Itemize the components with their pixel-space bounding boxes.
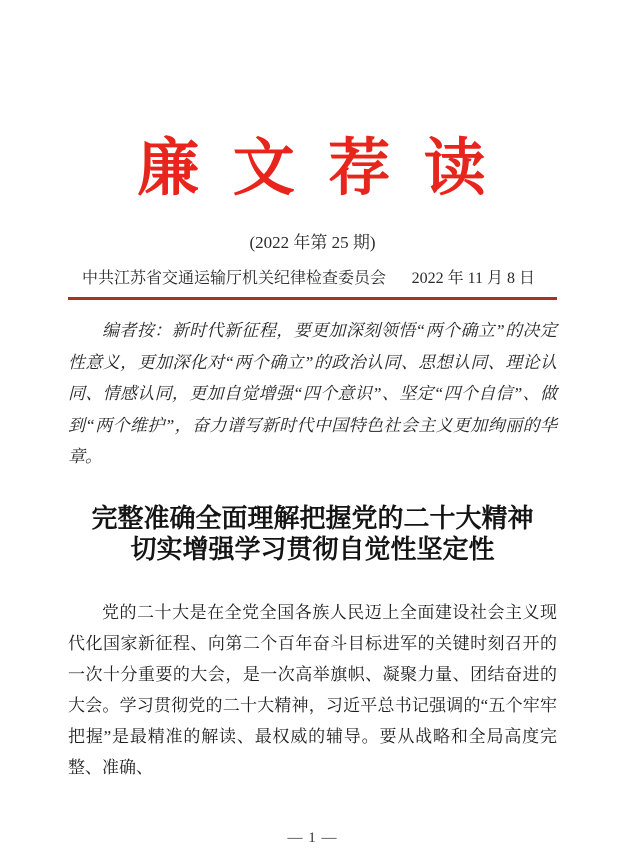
red-divider-rule (68, 297, 557, 300)
page-number: — 1 — (287, 830, 338, 846)
publisher-row (68, 269, 557, 289)
article-body: 党的二十大是在全党全国各族人民迈上全面建设社会主义现代化国家新征程、向第二个百年奋斗目标进军的关键时刻召开的一次十分重要的大会，是一次高举旗帜、凝聚力量、团结奋进的大会。学习贯彻党的二十大精神，习近平总书记强调的“五个牢牢把握”是最精准的解读、最权威的辅导。要从战略和全局高度完整、准确、 (68, 602, 557, 777)
publish-date: 2022 年 11 月 8 日 (411, 270, 535, 287)
article-title (68, 503, 557, 565)
issue-line: (2022 年第 25 期) (249, 233, 376, 252)
article-title-line2: 切实增强学习贯彻自觉性坚定性 (130, 534, 495, 564)
publisher-name: 中共江苏省交通运输厅机关纪律检查委员会 (82, 270, 387, 287)
article-title-line1: 完整准确全面理解把握党的二十大精神 (91, 503, 534, 533)
editor-note: 编者按：新时代新征程，要更加深刻领悟“两个确立”的决定性意义，更加深化对“两个确立”的政治认同、思想认同、理论认同、情感认同，更加自觉增强“四个意识”、坚定“四个自信”、做到“两个维护”，奋力谱写新时代中国特色社会主义更加绚丽的华章。 (68, 321, 557, 466)
masthead-title: 廉 文 荐 读 (137, 135, 488, 203)
